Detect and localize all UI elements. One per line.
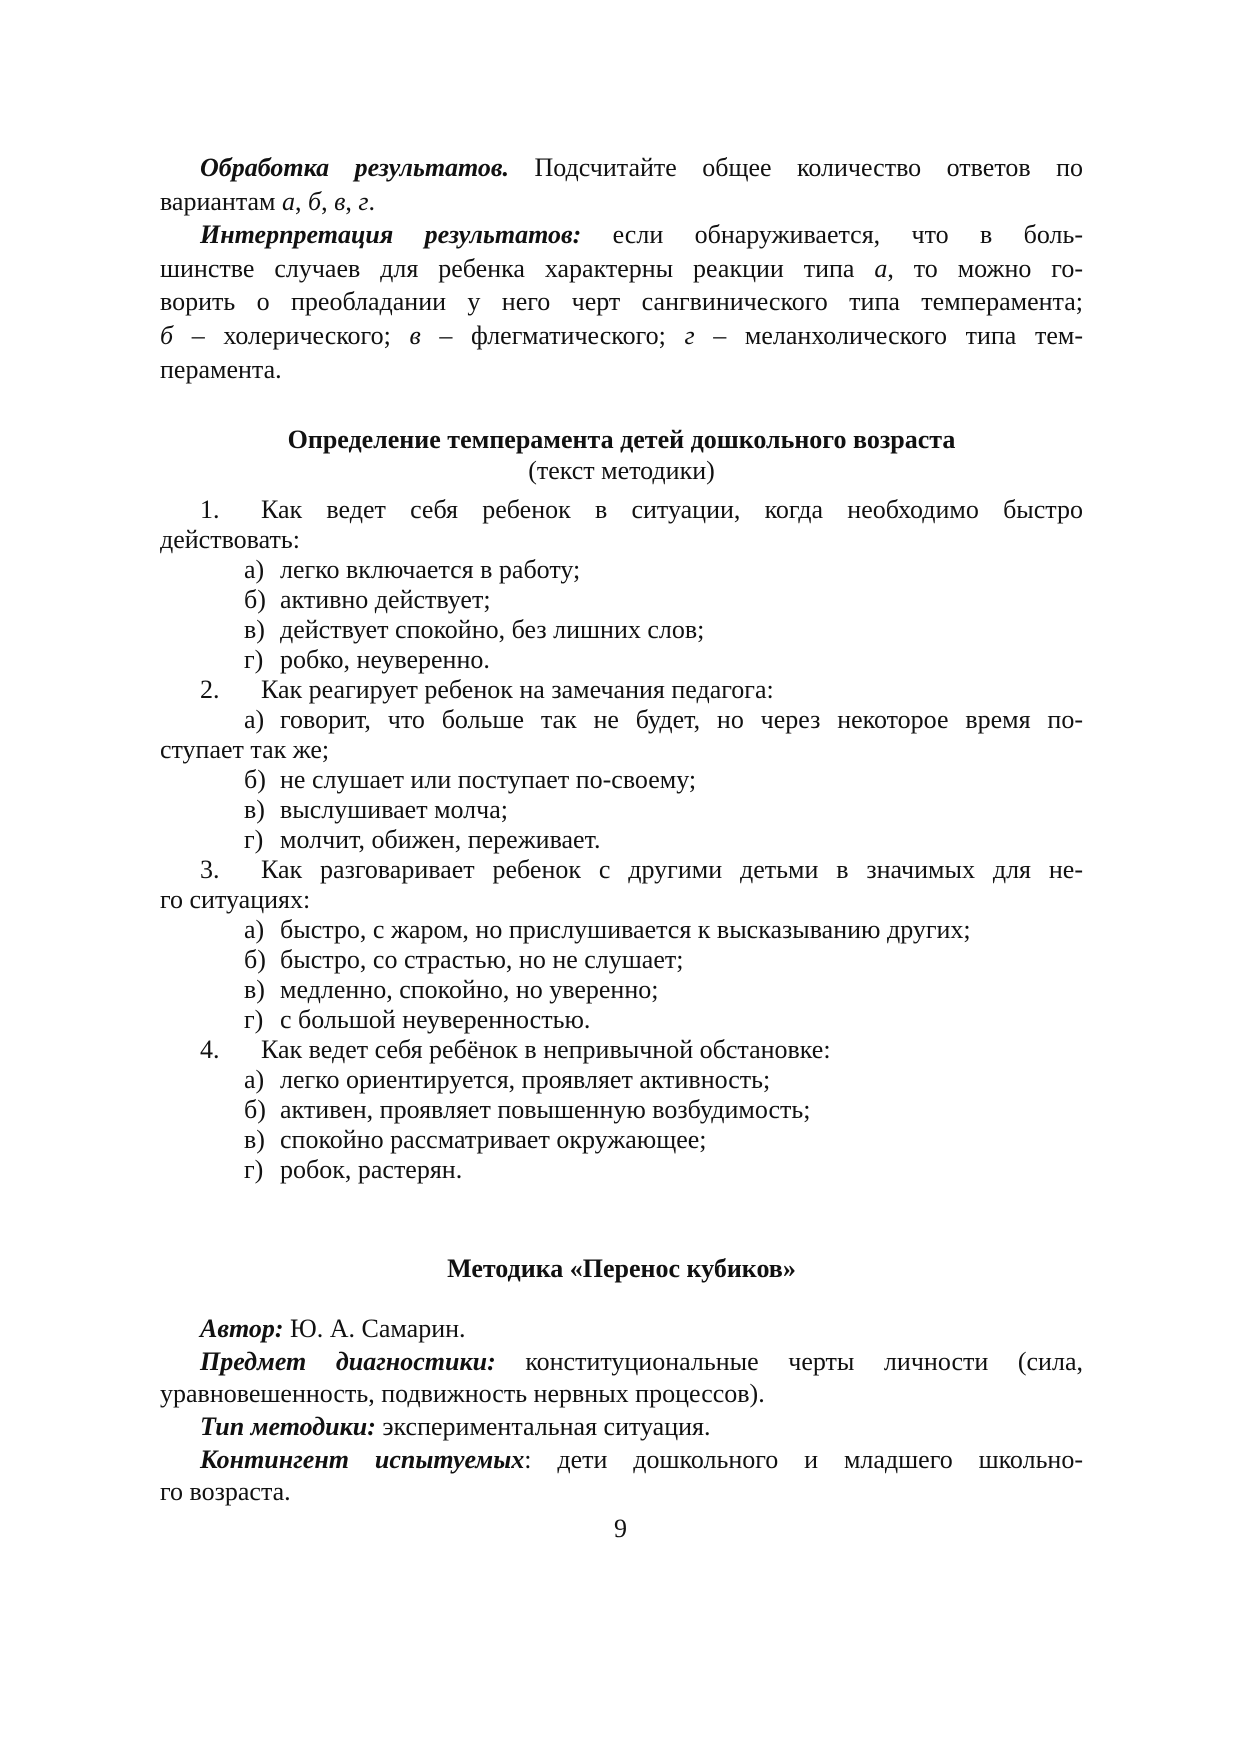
text-run: : дети дошкольного и младшего школьно- [524,1444,1083,1474]
text-line [160,1378,1083,1411]
option-label: в) [244,975,265,1004]
option-label: а) [244,915,265,944]
text-run: ступает так же; [160,735,330,764]
text-line [160,765,1083,795]
text-run: робко, неуверенно. [280,645,490,674]
option-label: г) [244,645,264,674]
text-run: ворить о преобладании у него черт сангвинического типа темперамента; [160,287,1083,317]
answer-option [160,705,1083,765]
text-line [160,855,1083,885]
text-line [160,285,1083,319]
text-line [160,615,1083,645]
question-item [160,855,1083,1035]
text-run: быстро, с жаром, но прислушивается к высказыванию других; [280,915,971,944]
text-run: а [874,253,888,283]
text-run: действовать: [160,525,300,554]
answer-option [160,1065,1083,1095]
text-run: быстро, со страстью, но не слушает; [280,945,684,974]
answer-option [160,585,1083,615]
results-section [160,151,1083,386]
answer-option [160,1155,1083,1185]
text-run: молчит, обижен, переживает. [280,825,601,854]
text-run: , [345,186,359,216]
text-line [160,915,1083,945]
text-line [160,885,1083,915]
text-line [160,1346,1083,1379]
text-line [160,825,1083,855]
method-field [160,1313,1083,1346]
paragraph [160,218,1083,386]
option-label: г) [244,1155,264,1184]
text-line [160,735,1083,765]
text-line [160,495,1083,525]
text-run: робок, растерян. [280,1155,463,1184]
answer-option [160,1095,1083,1125]
question-item [160,675,1083,855]
text-run: медленно, спокойно, но уверенно; [280,975,659,1004]
text-line [160,1095,1083,1125]
text-line [160,675,1083,705]
question-list [160,495,1083,1185]
section-title: Определение темперамента детей дошкольного возраста [287,425,956,454]
text-line [160,1155,1083,1185]
option-label: в) [244,1125,265,1154]
text-run: , то можно го- [887,253,1083,283]
text-line [160,705,1083,735]
text-line [160,525,1083,555]
text-line [160,1411,1083,1444]
text-run: в [334,186,346,216]
text-run: Подсчитайте общее количество ответов по [509,153,1083,182]
answer-option [160,555,1083,585]
text-run: , [321,186,335,216]
answer-option [160,1125,1083,1155]
text-line [160,555,1083,585]
text-run: в [409,320,421,350]
text-run: , [295,186,309,216]
option-label: в) [244,795,265,824]
answer-option [160,975,1083,1005]
text-run: если обнаруживается, что в боль- [581,220,1083,250]
text-line [160,1125,1083,1155]
text-run: спокойно рассматривает окружающее; [280,1125,707,1154]
text-line [160,795,1083,825]
text-run: активен, проявляет повышенную возбудимость; [280,1095,811,1124]
answer-option [160,645,1083,675]
text-line [160,1444,1083,1477]
question-number: 3. [200,855,220,884]
text-run: б [160,320,174,350]
text-run: перамента. [160,354,282,384]
section-title: Методика «Перенос кубиков» [447,1254,796,1283]
text-line [160,1313,1083,1346]
option-label: б) [244,585,266,614]
text-line [160,945,1083,975]
option-label: б) [244,765,266,794]
text-run: го ситуациях: [160,885,311,914]
text-run: легко ориентируется, проявляет активность; [280,1065,771,1094]
method-temperament-section [160,424,1083,1185]
text-line [160,645,1083,675]
text-line [160,975,1083,1005]
text-run: уравновешенность, подвижность нервных процессов). [160,1379,765,1409]
text-run: б [308,186,322,216]
text-run: . [368,186,376,216]
run-in-heading: Тип методики: [200,1412,376,1442]
text-run: Как ведет себя ребенок в ситуации, когда необходимо быстро [261,495,1083,524]
text-run: – флегматического; [420,320,685,350]
text-line [160,319,1083,353]
text-run: легко включается в работу; [280,555,581,584]
text-run: действует спокойно, без лишних слов; [280,615,705,644]
run-in-heading: Интерпретация результатов: [200,220,582,250]
text-run: г [684,320,695,350]
text-run: Ю. А. Самарин. [283,1314,466,1343]
text-run: с большой неуверенностью. [280,1005,591,1034]
text-line [160,585,1083,615]
text-run: Как реагирует ребенок на замечания педагога: [261,675,774,704]
option-label: г) [244,825,264,854]
option-label: б) [244,1095,266,1124]
text-run: активно действует; [280,585,491,614]
text-run: Как ведет себя ребёнок в непривычной обстановке: [261,1035,831,1064]
method-field [160,1444,1083,1509]
text-line [160,1065,1083,1095]
text-line [160,252,1083,286]
method-field [160,1346,1083,1411]
answer-option [160,615,1083,645]
text-line [160,353,1083,387]
run-in-heading: Предмет диагностики: [200,1346,496,1376]
answer-option [160,765,1083,795]
option-label: в) [244,615,265,644]
text-run: а [282,186,296,216]
answer-option [160,945,1083,975]
text-line [160,151,1083,185]
answer-option [160,915,1083,945]
option-label: а) [244,555,265,584]
answer-option [160,1005,1083,1035]
question-number: 4. [200,1035,220,1064]
option-label: г) [244,1005,264,1034]
text-run: г [358,186,369,216]
text-run: экспериментальная ситуация. [375,1412,711,1442]
answer-option [160,795,1083,825]
text-run: не слушает или поступает по-своему; [280,765,697,794]
text-line [160,1476,1083,1509]
run-in-heading: Контингент испытуемых [200,1444,525,1474]
text-run: го возраста. [160,1477,291,1507]
run-in-heading: Обработка результатов. [200,153,510,182]
page-number: 9 [614,1514,627,1543]
option-label: а) [244,1065,265,1094]
option-label: б) [244,945,266,974]
question-number: 2. [200,675,220,704]
option-label: а) [244,705,265,734]
text-line [160,1035,1083,1065]
answer-option [160,825,1083,855]
text-run: вариантам [160,186,283,216]
section-subtitle: (текст методики) [528,456,715,485]
text-line [160,185,1083,219]
text-run: Как разговаривает ребенок с другими детьми в значимых для не- [261,855,1083,884]
paragraph [160,151,1083,218]
text-line [160,1005,1083,1035]
question-number: 1. [200,495,220,524]
run-in-heading: Автор: [200,1314,284,1343]
text-run: – меланхолического типа тем- [694,320,1084,350]
text-run: конституциональные черты личности (сила, [495,1346,1083,1376]
question-item [160,1035,1083,1185]
text-run: выслушивает молча; [280,795,508,824]
text-run: – холерического; [173,320,410,350]
method-fields [160,1313,1083,1509]
text-run: говорит, что больше так не будет, но через некоторое время по- [280,705,1083,734]
text-line [160,218,1083,252]
method-cubes-section [160,1253,1083,1509]
question-item [160,495,1083,675]
method-field [160,1411,1083,1444]
text-run: шинстве случаев для ребенка характерны реакции типа [160,253,875,283]
